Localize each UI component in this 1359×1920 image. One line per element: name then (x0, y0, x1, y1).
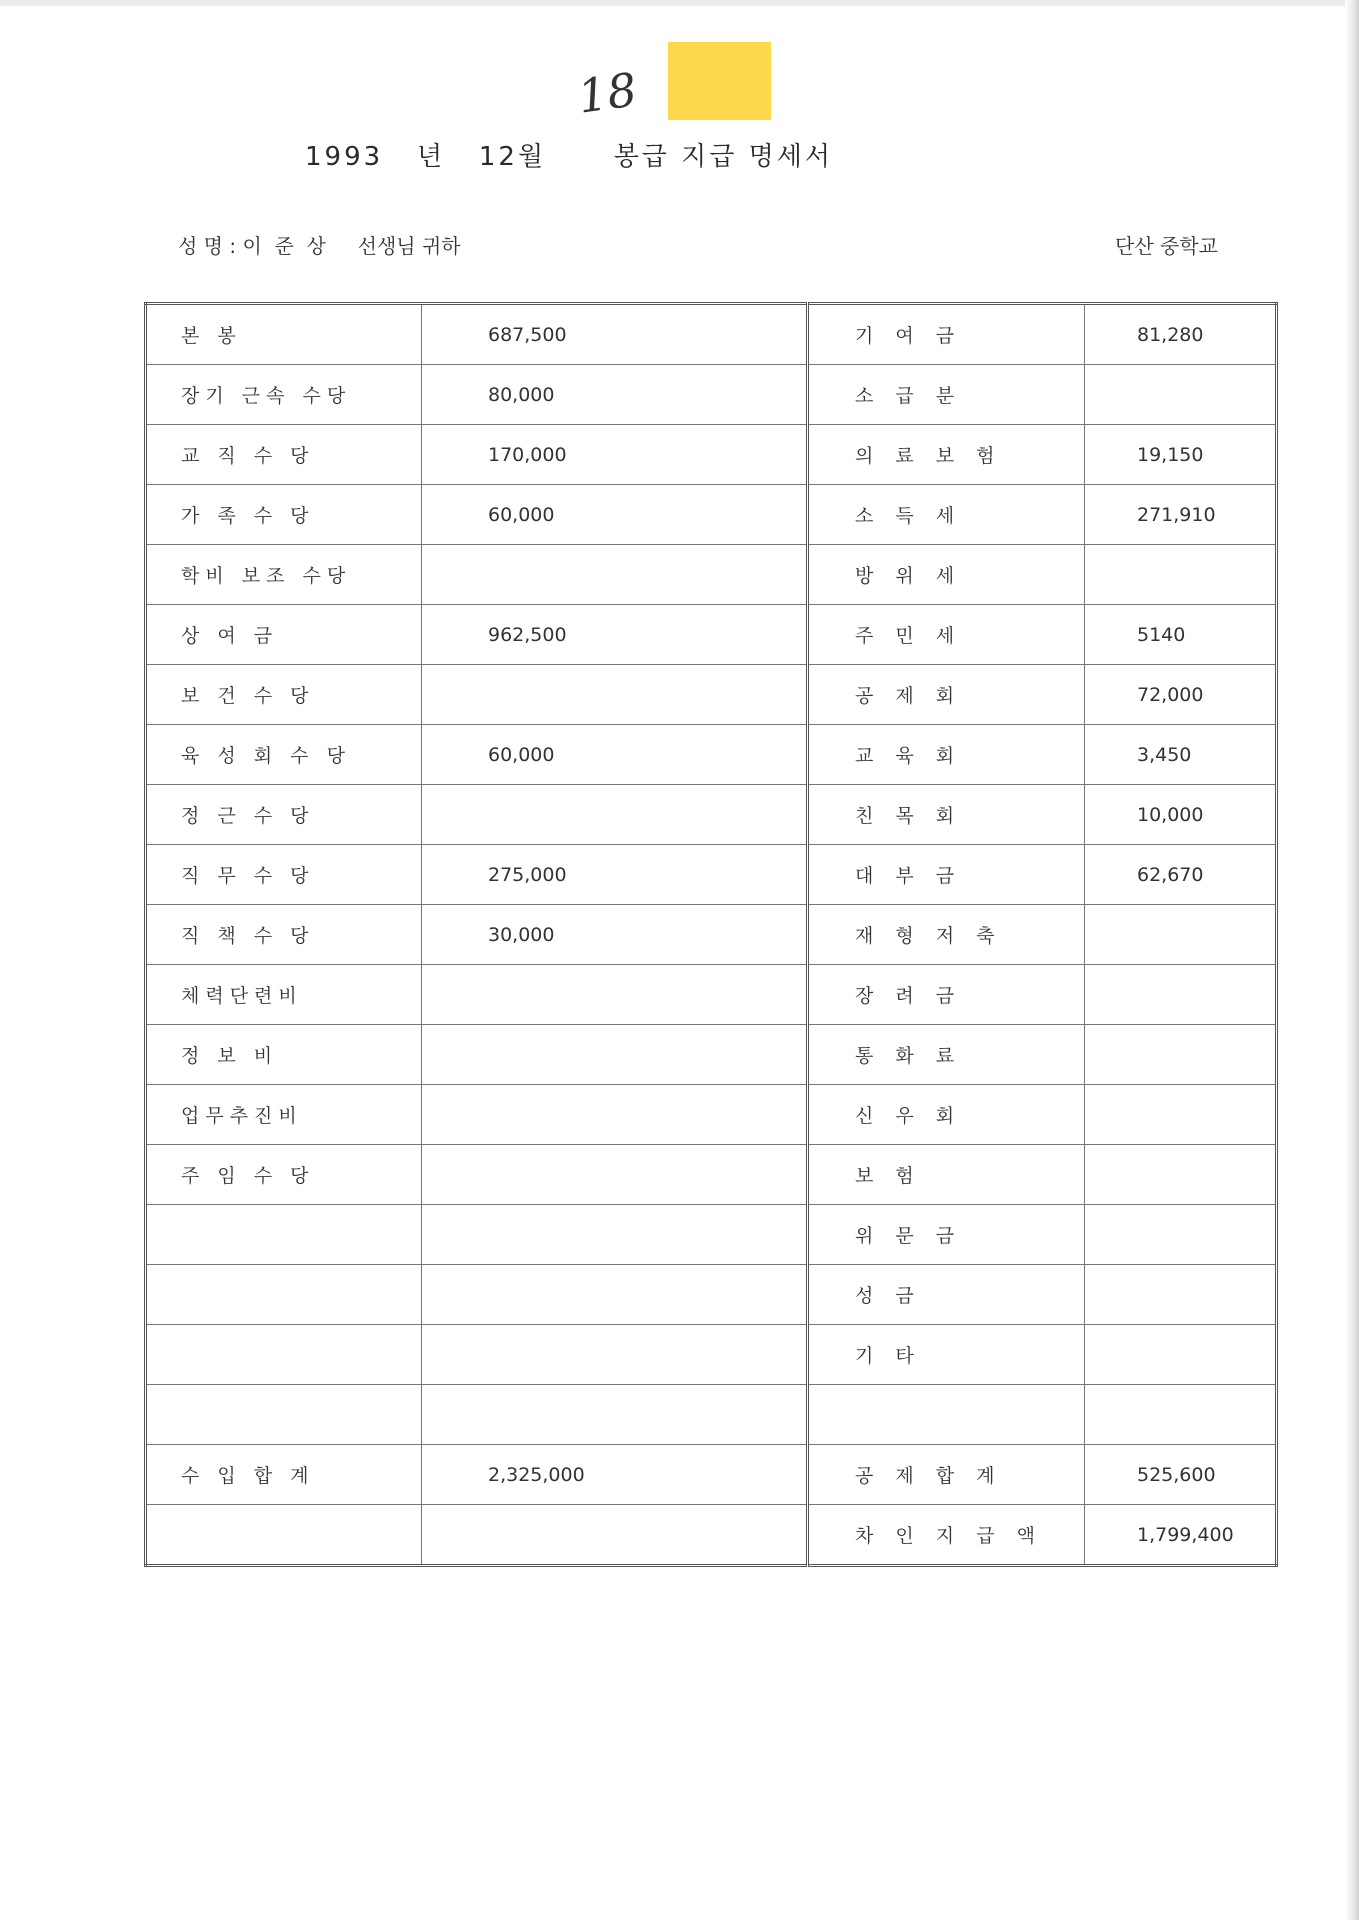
deduction-value (1085, 965, 1277, 1025)
earning-value: 2,325,000 (422, 1445, 808, 1505)
earning-label: 업무추진비 (146, 1085, 422, 1145)
deduction-value (1085, 1025, 1277, 1085)
deduction-label (808, 1385, 1085, 1445)
earning-value: 275,000 (422, 845, 808, 905)
table-row (146, 545, 1277, 605)
earning-value: 60,000 (422, 485, 808, 545)
earning-value: 170,000 (422, 425, 808, 485)
deduction-label: 기 타 (808, 1325, 1085, 1385)
table-row (146, 425, 1277, 485)
earning-label (146, 1385, 422, 1445)
earning-label: 보 건 수 당 (146, 665, 422, 725)
earning-label: 수 입 합 계 (146, 1445, 422, 1505)
deduction-label: 위 문 금 (808, 1205, 1085, 1265)
earning-label: 가 족 수 당 (146, 485, 422, 545)
table-row (146, 365, 1277, 425)
table-row (146, 785, 1277, 845)
deduction-label: 방 위 세 (808, 545, 1085, 605)
earning-value (422, 1205, 808, 1265)
deduction-value (1085, 365, 1277, 425)
deduction-label: 공 제 합 계 (808, 1445, 1085, 1505)
pay-slip-body (146, 304, 1277, 1566)
title-month: 12월 (478, 142, 547, 172)
deduction-label: 주 민 세 (808, 605, 1085, 665)
earning-label (146, 1205, 422, 1265)
document-title (305, 136, 833, 173)
earning-label: 직 책 수 당 (146, 905, 422, 965)
school-name: 단산 중학교 (1115, 234, 1218, 258)
deduction-value: 62,670 (1085, 845, 1277, 905)
earning-label: 체력단련비 (146, 965, 422, 1025)
deduction-label: 보 험 (808, 1145, 1085, 1205)
page-right-edge (1345, 0, 1359, 1920)
table-row (146, 665, 1277, 725)
page-top-edge (0, 0, 1359, 6)
deduction-value (1085, 1385, 1277, 1445)
earning-value: 962,500 (422, 605, 808, 665)
earning-value (422, 1325, 808, 1385)
earning-value: 60,000 (422, 725, 808, 785)
earning-label: 본 봉 (146, 304, 422, 365)
earning-value (422, 545, 808, 605)
earning-value: 30,000 (422, 905, 808, 965)
deduction-value: 81,280 (1085, 304, 1277, 365)
table-row (146, 1325, 1277, 1385)
earning-value (422, 1025, 808, 1085)
deduction-label: 차 인 지 급 액 (808, 1505, 1085, 1566)
earning-value (422, 1145, 808, 1205)
recipient-name: 성 명 : 이 준 상 (178, 234, 326, 258)
table-row (146, 605, 1277, 665)
earning-label: 상 여 금 (146, 605, 422, 665)
deduction-value (1085, 1265, 1277, 1325)
deduction-value (1085, 1085, 1277, 1145)
table-row (146, 1205, 1277, 1265)
deduction-value (1085, 1325, 1277, 1385)
earning-label: 정 보 비 (146, 1025, 422, 1085)
earning-value: 80,000 (422, 365, 808, 425)
deduction-label: 기 여 금 (808, 304, 1085, 365)
earning-label (146, 1325, 422, 1385)
deduction-label: 대 부 금 (808, 845, 1085, 905)
deduction-label: 의 료 보 험 (808, 425, 1085, 485)
deduction-label: 친 목 회 (808, 785, 1085, 845)
deduction-value (1085, 1145, 1277, 1205)
deduction-value: 1,799,400 (1085, 1505, 1277, 1566)
earning-value (422, 1085, 808, 1145)
table-row (146, 725, 1277, 785)
pay-slip-table (144, 302, 1278, 1567)
earning-value (422, 1265, 808, 1325)
earning-value (422, 1505, 808, 1566)
earning-value (422, 665, 808, 725)
earning-value (422, 965, 808, 1025)
deduction-label: 통 화 료 (808, 1025, 1085, 1085)
earning-label: 정 근 수 당 (146, 785, 422, 845)
earning-label: 장기 근속 수당 (146, 365, 422, 425)
earning-value: 687,500 (422, 304, 808, 365)
earning-label: 직 무 수 당 (146, 845, 422, 905)
deduction-value: 72,000 (1085, 665, 1277, 725)
deduction-label: 신 우 회 (808, 1085, 1085, 1145)
deduction-label: 소 득 세 (808, 485, 1085, 545)
table-row (146, 1505, 1277, 1566)
earning-label: 육 성 회 수 당 (146, 725, 422, 785)
title-text: 봉급 지급 명세서 (613, 142, 834, 172)
table-row (146, 304, 1277, 365)
table-row (146, 1265, 1277, 1325)
earning-label (146, 1505, 422, 1566)
deduction-value (1085, 1205, 1277, 1265)
sticky-note (668, 42, 771, 120)
deduction-value (1085, 545, 1277, 605)
table-row (146, 1445, 1277, 1505)
deduction-value: 271,910 (1085, 485, 1277, 545)
deduction-value: 525,600 (1085, 1445, 1277, 1505)
deduction-value: 3,450 (1085, 725, 1277, 785)
table-row (146, 1085, 1277, 1145)
deduction-label: 성 금 (808, 1265, 1085, 1325)
earning-label: 학비 보조 수당 (146, 545, 422, 605)
table-row (146, 485, 1277, 545)
earning-value (422, 785, 808, 845)
title-year: 1993 (305, 142, 384, 172)
deduction-label: 교 육 회 (808, 725, 1085, 785)
table-row (146, 845, 1277, 905)
earning-value (422, 1385, 808, 1445)
table-row (146, 965, 1277, 1025)
earning-label: 주 임 수 당 (146, 1145, 422, 1205)
table-row (146, 1385, 1277, 1445)
deduction-label: 재 형 저 축 (808, 905, 1085, 965)
table-row (146, 905, 1277, 965)
recipient-honorific: 선생님 귀하 (357, 234, 461, 258)
deduction-value (1085, 905, 1277, 965)
deduction-value: 5140 (1085, 605, 1277, 665)
title-year-unit: 년 (416, 142, 446, 172)
earning-label: 교 직 수 당 (146, 425, 422, 485)
deduction-value: 19,150 (1085, 425, 1277, 485)
deduction-label: 장 려 금 (808, 965, 1085, 1025)
earning-label (146, 1265, 422, 1325)
deduction-value: 10,000 (1085, 785, 1277, 845)
deduction-label: 공 제 회 (808, 665, 1085, 725)
table-row (146, 1025, 1277, 1085)
table-row (146, 1145, 1277, 1205)
handwritten-number: 18 (574, 62, 641, 124)
deduction-label: 소 급 분 (808, 365, 1085, 425)
recipient-line (178, 230, 461, 259)
